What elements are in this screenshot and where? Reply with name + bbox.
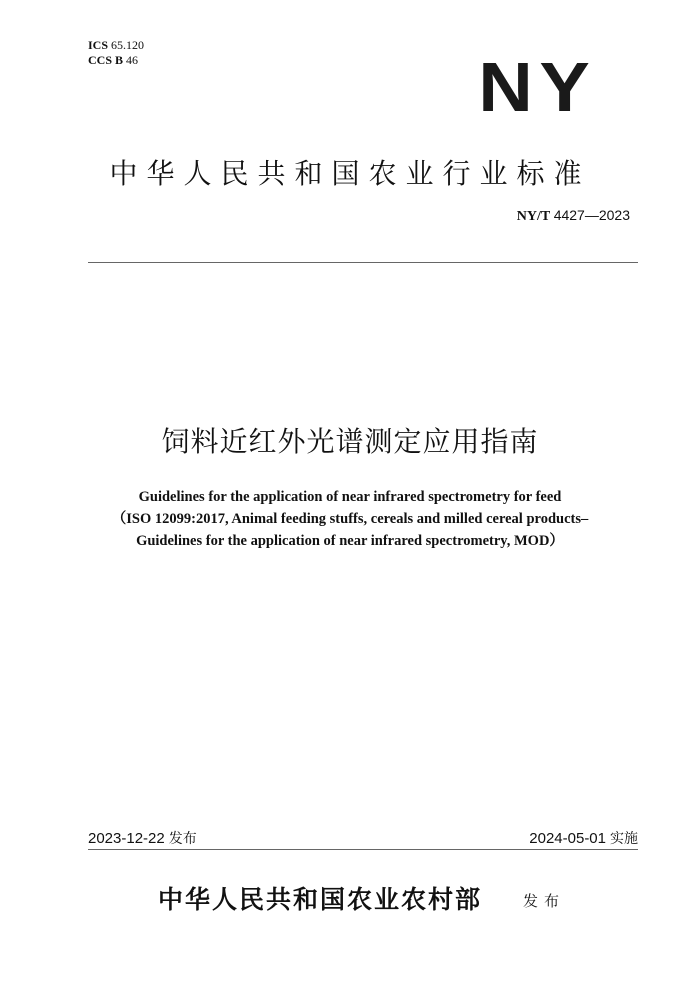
ics-label: ICS: [88, 38, 109, 52]
issuer-suffix: 发布: [523, 892, 566, 910]
title-en-line3: Guidelines for the application of near infrared spectrometry, MOD）: [136, 533, 564, 549]
effective-date-block: [529, 828, 638, 848]
standard-category-title: 中华人民共和国农业行业标准: [109, 157, 591, 190]
standard-number-prefix: NY/T: [516, 209, 551, 224]
ccs-code: [88, 53, 144, 68]
ny-logo: NY: [478, 48, 596, 126]
classification-block: [88, 38, 144, 68]
title-en-line1: Guidelines for the application of near infrared spectrometry for feed: [138, 489, 562, 505]
standard-number: [517, 207, 630, 225]
ics-code: [88, 38, 144, 53]
release-label: 发布: [168, 831, 197, 847]
ccs-label: CCS B: [88, 53, 124, 67]
ics-value: 65.120: [111, 38, 145, 52]
effective-label: 实施: [610, 831, 638, 847]
top-divider: [88, 262, 638, 263]
effective-date: 2024-05-01: [529, 830, 606, 847]
document-title-cn: 饲料近红外光谱测定应用指南: [161, 425, 539, 458]
release-date: 2023-12-22: [88, 830, 165, 847]
issuer-name: 中华人民共和国农业农村部: [158, 885, 483, 914]
title-en-line2: （ISO 12099:2017, Animal feeding stuffs, cereals and milled cereal products–: [111, 511, 589, 527]
standard-number-value: 4427—2023: [553, 207, 630, 223]
release-date-block: [88, 828, 197, 848]
document-title-en: [60, 486, 640, 552]
bottom-divider: [88, 849, 638, 850]
ccs-value: 46: [126, 53, 139, 67]
